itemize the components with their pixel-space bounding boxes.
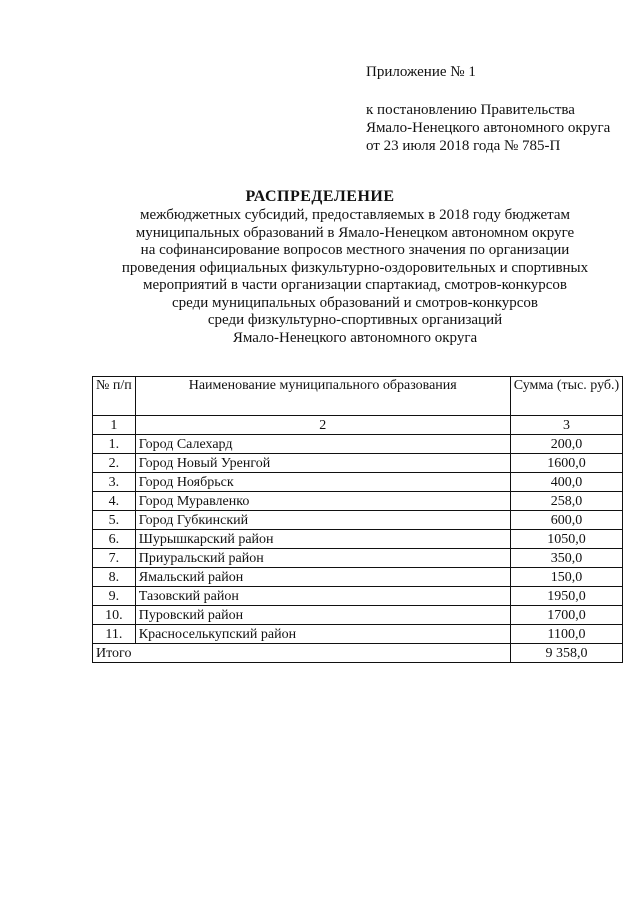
row-name: Красноселькупский район (135, 625, 510, 644)
table-row (93, 606, 623, 625)
total-row (93, 644, 623, 663)
subtitle-line: межбюджетных субсидий, предоставляемых в 2018 году бюджетам (139, 207, 571, 223)
row-name: Город Ноябрьск (135, 473, 510, 492)
row-name: Город Новый Уренгой (135, 454, 510, 473)
total-label: Итого (93, 644, 511, 663)
row-name: Город Губкинский (135, 511, 510, 530)
row-number: 1. (93, 435, 136, 454)
header-name: Наименование муниципального образования (135, 377, 510, 416)
row-sum: 1600,0 (510, 454, 622, 473)
row-name: Город Муравленко (135, 492, 510, 511)
appendix-number: Приложение № 1 (366, 64, 476, 80)
row-number: 2. (93, 454, 136, 473)
row-sum: 258,0 (510, 492, 622, 511)
row-number: 6. (93, 530, 136, 549)
row-sum: 200,0 (510, 435, 622, 454)
total-sum: 9 358,0 (510, 644, 622, 663)
row-sum: 600,0 (510, 511, 622, 530)
column-number: 2 (135, 416, 510, 435)
row-name: Ямальский район (135, 568, 510, 587)
subtitle-line: среди физкультурно-спортивных организаций (207, 312, 503, 328)
table-row (93, 625, 623, 644)
table-row (93, 549, 623, 568)
row-number: 3. (93, 473, 136, 492)
row-name: Город Салехард (135, 435, 510, 454)
row-number: 4. (93, 492, 136, 511)
row-name: Приуральский район (135, 549, 510, 568)
subtitle-line: на софинансирование вопросов местного значения по организации (140, 242, 570, 258)
table-row (93, 473, 623, 492)
header-num: № п/п (93, 377, 136, 416)
row-number: 9. (93, 587, 136, 606)
table-row (93, 492, 623, 511)
row-number: 10. (93, 606, 136, 625)
row-sum: 1100,0 (510, 625, 622, 644)
row-sum: 350,0 (510, 549, 622, 568)
table-row (93, 587, 623, 606)
row-name: Шурышкарский район (135, 530, 510, 549)
table-row (93, 568, 623, 587)
column-number-row (93, 416, 623, 435)
subtitle-line: Ямало-Ненецкого автономного округа (232, 329, 478, 346)
document-title: РАСПРЕДЕЛЕНИЕ (245, 188, 395, 205)
row-sum: 150,0 (510, 568, 622, 587)
appendix-reference: к постановлению Правительства (366, 102, 575, 118)
appendix-authority: Ямало-Ненецкого автономного округа (366, 120, 611, 136)
table-row (93, 435, 623, 454)
subtitle-line: муниципальных образований в Ямало-Ненецком автономном округе (135, 224, 575, 241)
column-number: 3 (510, 416, 622, 435)
document-subtitle (0, 207, 640, 347)
column-number: 1 (93, 416, 136, 435)
row-name: Пуровский район (135, 606, 510, 625)
appendix-date: от 23 июля 2018 года № 785-П (366, 138, 561, 154)
row-number: 8. (93, 568, 136, 587)
row-number: 5. (93, 511, 136, 530)
table-body (93, 435, 623, 644)
appendix-block (366, 63, 610, 155)
row-number: 7. (93, 549, 136, 568)
subtitle-line: проведения официальных физкультурно-оздоровительных и спортивных (121, 259, 589, 276)
subtitle-line: среди муниципальных образований и смотров-конкурсов (171, 294, 539, 311)
header-sum: Сумма (тыс. руб.) (510, 377, 622, 416)
row-number: 11. (93, 625, 136, 644)
table-row (93, 511, 623, 530)
distribution-table (92, 376, 623, 663)
row-sum: 400,0 (510, 473, 622, 492)
row-name: Тазовский район (135, 587, 510, 606)
row-sum: 1950,0 (510, 587, 622, 606)
table-row (93, 454, 623, 473)
table-row (93, 530, 623, 549)
subtitle-line: мероприятий в части организации спартакиад, смотров-конкурсов (142, 277, 568, 293)
row-sum: 1050,0 (510, 530, 622, 549)
table-header-row (93, 377, 623, 416)
row-sum: 1700,0 (510, 606, 622, 625)
